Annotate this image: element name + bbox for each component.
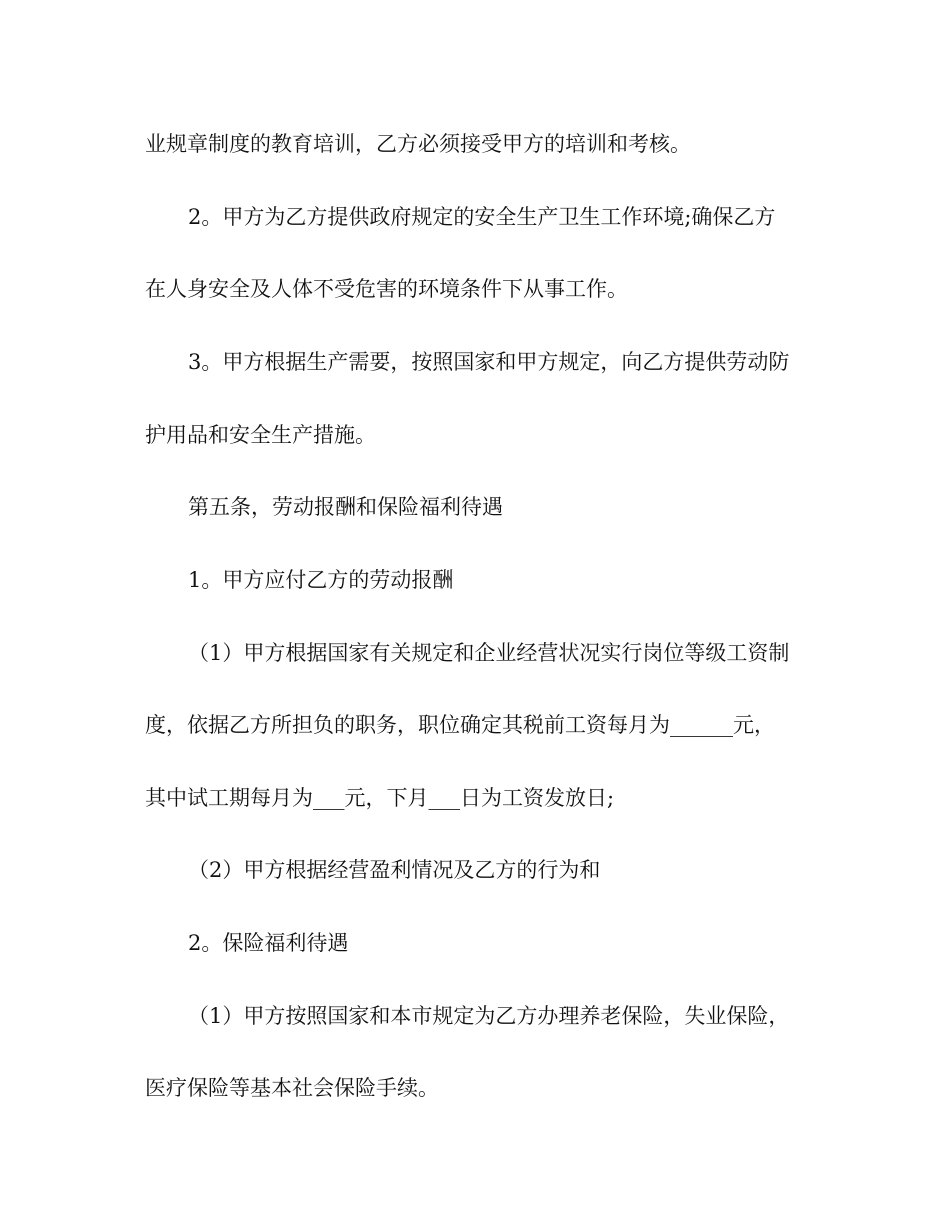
paragraph-line: （1）甲方根据国家有关规定和企业经营状况实行岗位等级工资制 [188,641,790,665]
paragraph-line: （1）甲方按照国家和本市规定为乙方办理养老保险，失业保险， [188,1004,790,1028]
paragraph-line: 护用品和安全生产措施。 [145,423,376,447]
paragraph-line: 3。甲方根据生产需要，按照国家和甲方规定，向乙方提供劳动防 [188,350,790,374]
paragraph-line: 1。甲方应付乙方的劳动报酬 [188,568,454,592]
paragraph-line: 度，依据乙方所担负的职务，职位确定其税前工资每月为______元， [145,713,775,737]
paragraph-line: 2。甲方为乙方提供政府规定的安全生产卫生工作环境;确保乙方 [188,205,776,229]
paragraph-line: 2。保险福利待遇 [188,931,349,955]
paragraph-line: 业规章制度的教育培训，乙方必须接受甲方的培训和考核。 [145,132,691,156]
section-heading: 第五条，劳动报酬和保险福利待遇 [188,495,503,519]
paragraph-line: 其中试工期每月为___元，下月___日为工资发放日; [145,786,615,810]
paragraph-line: （2）甲方根据经营盈利情况及乙方的行为和 [188,858,601,882]
paragraph-line: 医疗保险等基本社会保险手续。 [145,1076,439,1100]
paragraph-line: 在人身安全及人体不受危害的环境条件下从事工作。 [145,277,628,301]
